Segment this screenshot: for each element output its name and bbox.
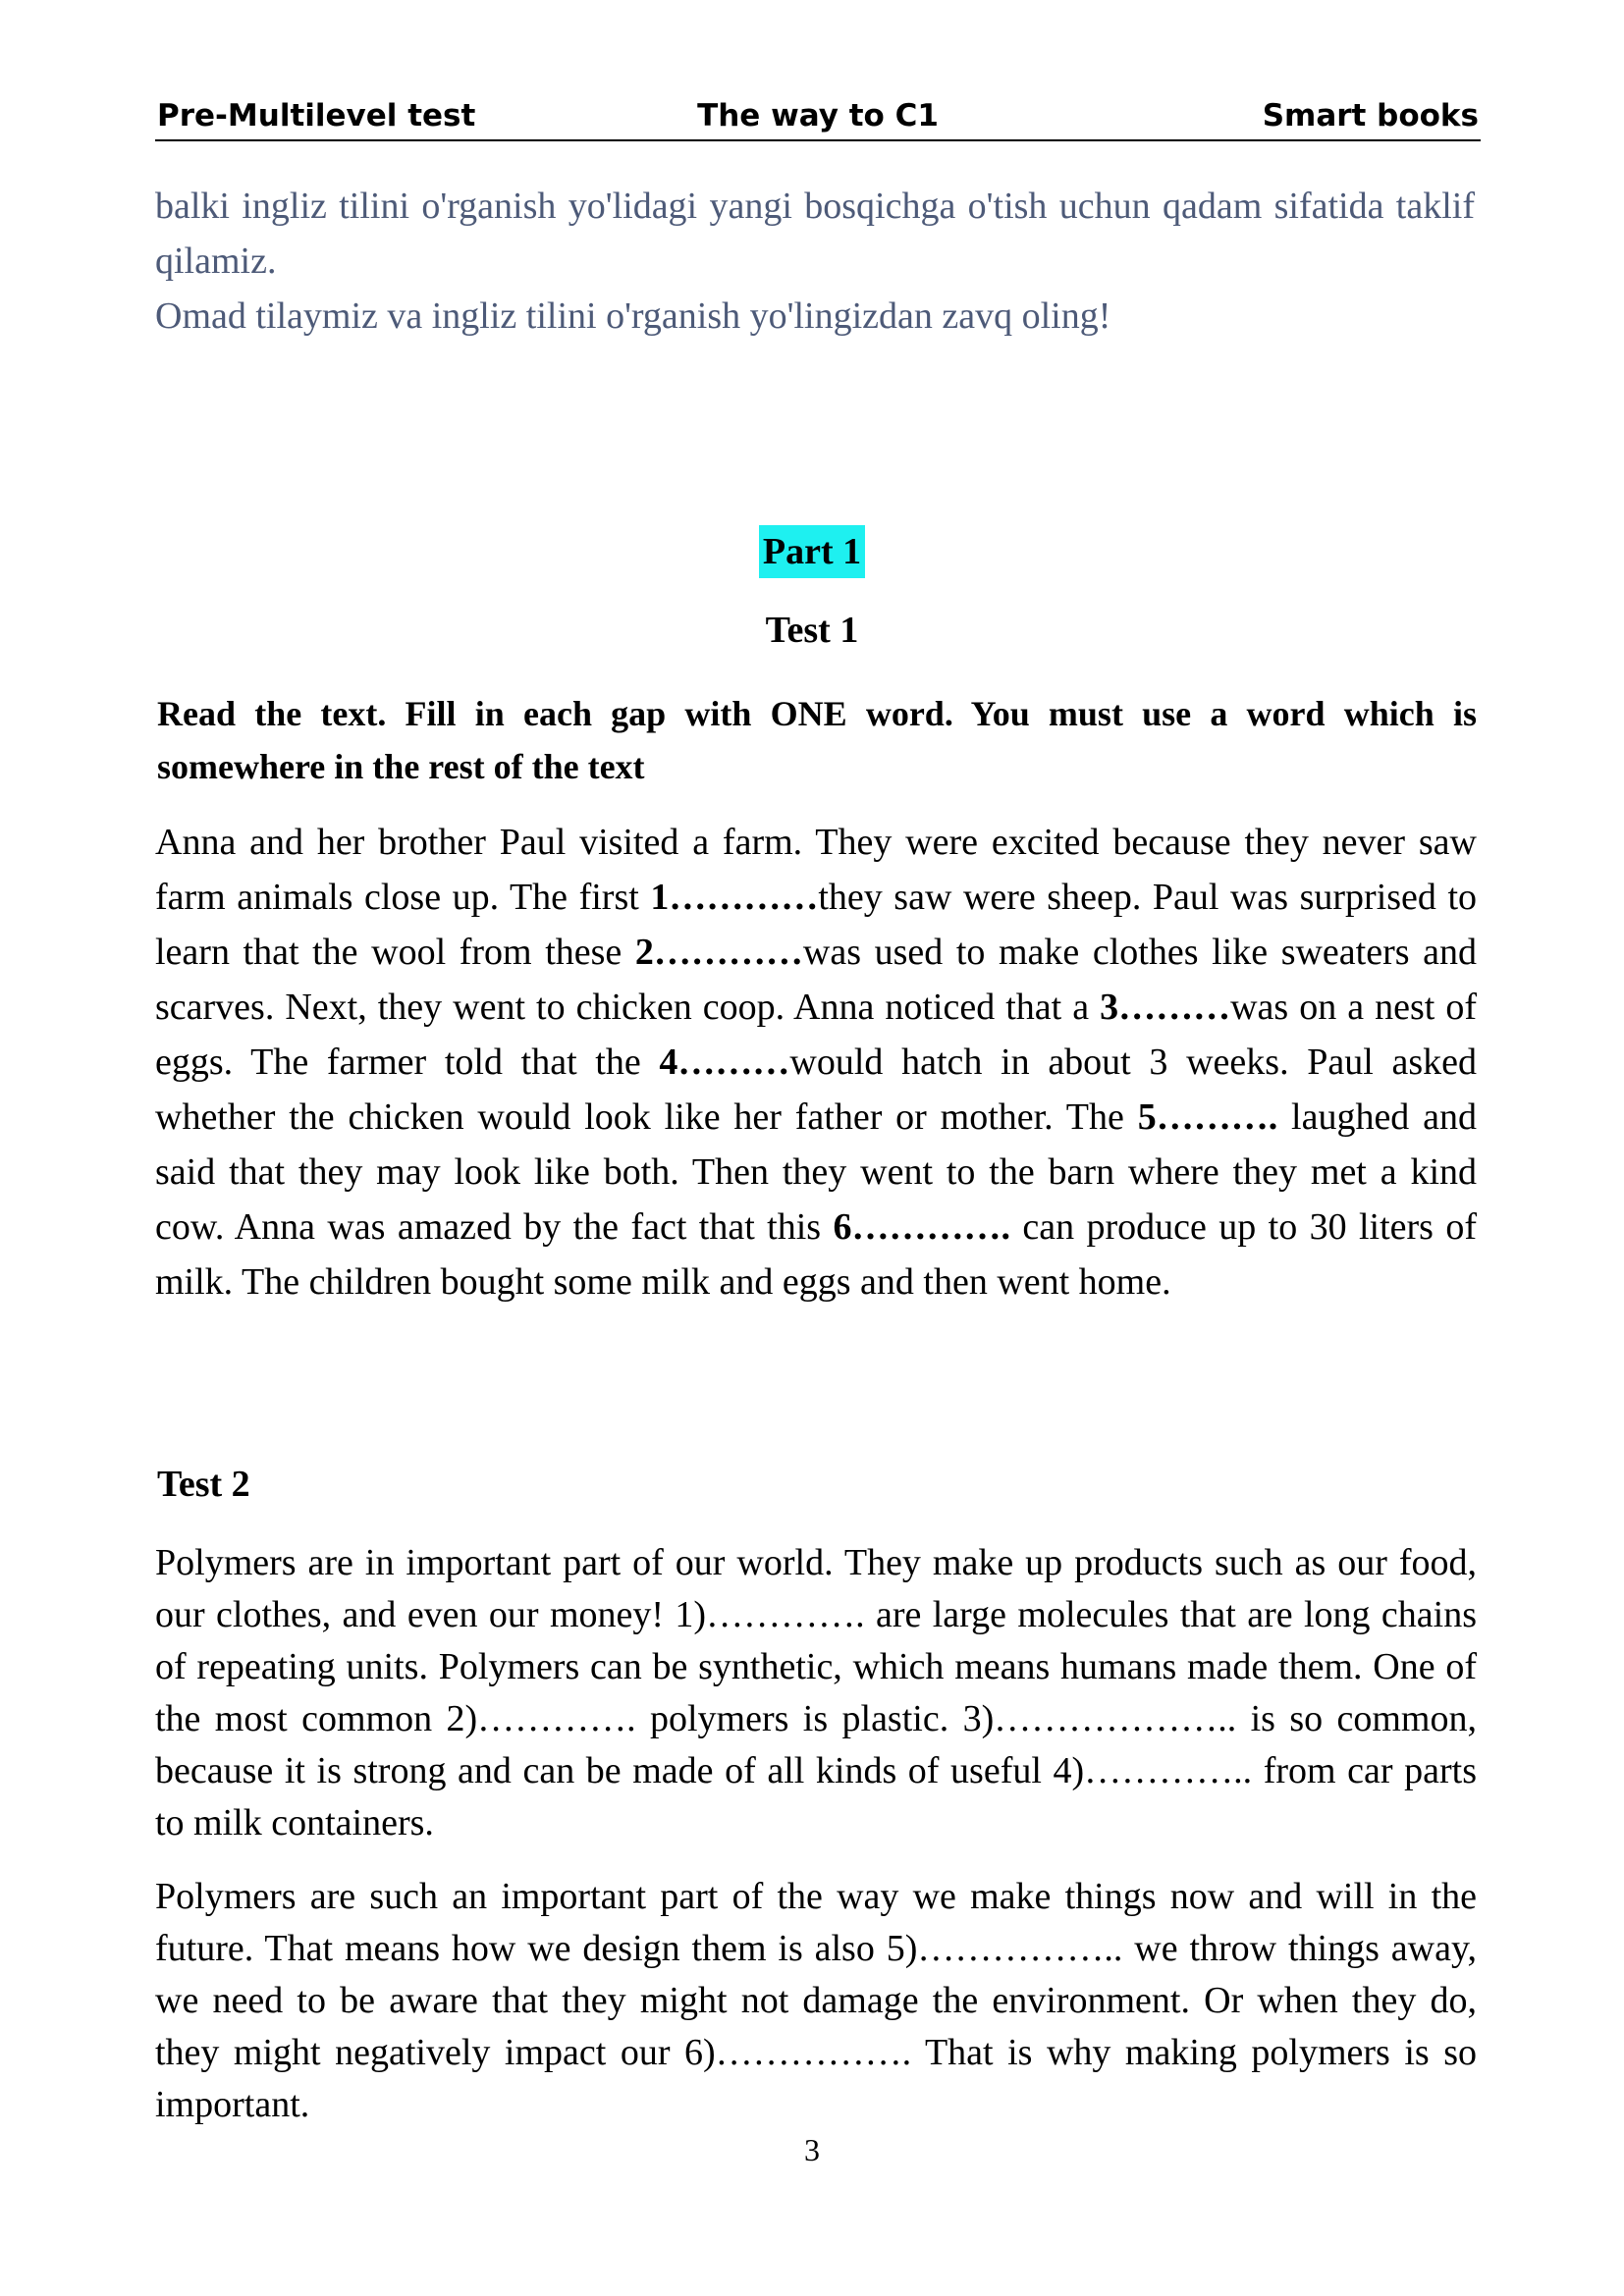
gap-2: 2………… [634,932,803,973]
test-1-title: Test 1 [765,610,859,651]
header-right-title: Smart books [1262,98,1479,133]
part-title-highlight: Part 1 [759,525,865,578]
header-left-title: Pre-Multilevel test [157,98,476,133]
passage-segment: can produce up to 30 liters of milk. The children bought some milk and eggs and then went home. [155,1206,1477,1303]
intro-text [155,179,1475,344]
header-center-title: The way to C1 [697,98,939,133]
test-2-paragraph-2: Polymers are such an important part of the way we make things now and will in the future. That means how we design them is also 5)…………….. we throw things away, we need to be aware that they might not damage the environment. Or when they do, they might negatively impact our 6)……………. That is why making polymers is so important. [155,1876,1477,2125]
intro-line-1: balki ingliz tilini o'rganish yo'lidagi yangi bosqichga o'tish uchun qadam sifatida taklif qilamiz. [155,186,1475,282]
passage-segment: Anna and her brother Paul visited a farm. They were excited because they never saw farm animals close up. The first [155,822,1477,918]
passage-segment: laughed and said that they may look like both. Then they went to the barn where they met a kind cow. Anna was amazed by the fact that this [155,1096,1477,1248]
page-header [155,96,1481,141]
test-1-instruction [157,687,1477,793]
intro-line-2: Omad tilaymiz va ingliz tilini o'rganish yo'lingizdan zavq oling! [155,295,1111,337]
passage-segment: was on a nest of eggs. The farmer told that the [155,987,1477,1083]
gap-6: 6…………. [833,1206,1010,1248]
passage-segment: was used to make clothes like sweaters and scarves. Next, they went to chicken coop. Anna noticed that a [155,932,1477,1028]
test-2-passage [155,1537,1477,2153]
part-title [0,530,1624,573]
passage-segment: would hatch in about 3 weeks. Paul asked whether the chicken would look like her father or mother. The [155,1041,1478,1138]
test-2-paragraph-1: Polymers are in important part of our world. They make up products such as our food, our clothes, and even our money! 1)…………. are large molecules that are long chains of repeating units. Polymers can be synthetic, which means humans made them. One of the most common 2)…………. polymers is plastic. 3)……………….. is so common, because it is strong and can be made of all kinds of useful 4)………….. from car parts to milk containers. [155,1542,1477,1843]
test-1-passage [155,815,1477,1309]
instruction-text: Read the text. Fill in each gap with ONE word. You must use a word which is somewhere in the rest of the text [157,694,1477,786]
gap-5: 5………. [1137,1096,1278,1138]
gap-4: 4……… [659,1041,790,1083]
gap-3: 3……… [1100,987,1231,1028]
page-number: 3 [804,2132,820,2167]
test-2-title: Test 2 [157,1464,250,1505]
gap-1: 1………… [650,877,819,918]
passage-paragraph [155,815,1477,1309]
passage-segment: they saw were sheep. Paul was surprised to learn that the wool from these [155,877,1478,973]
